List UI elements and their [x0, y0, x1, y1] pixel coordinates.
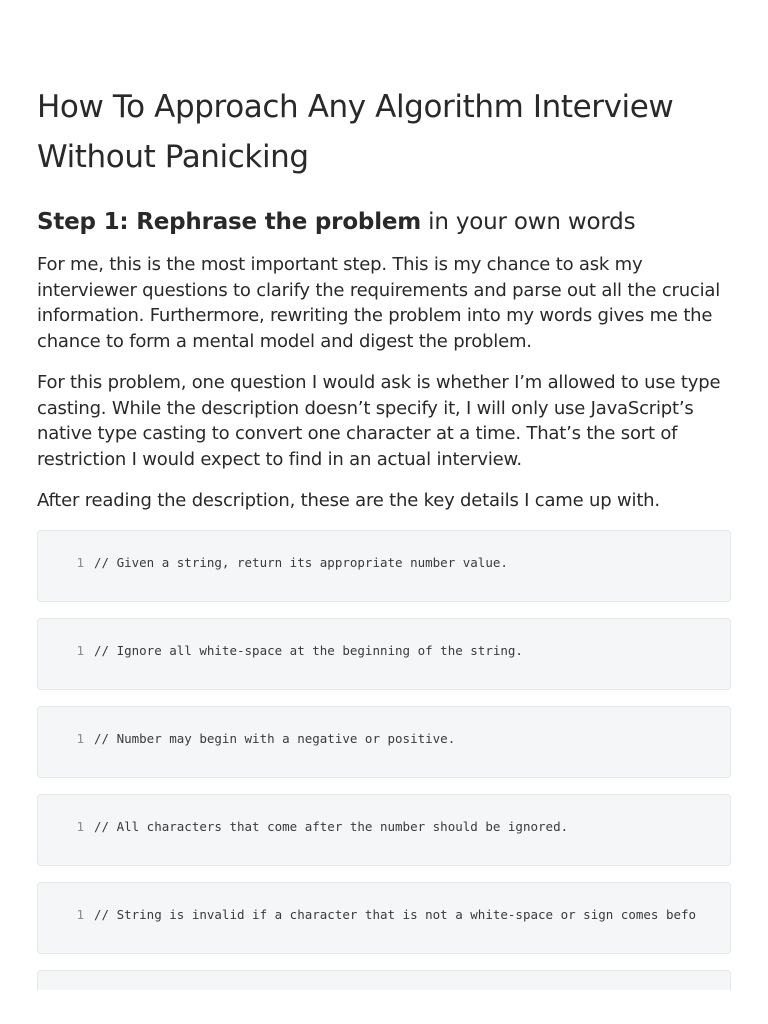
code-block[interactable]	[37, 618, 731, 690]
code-line	[38, 818, 731, 836]
line-number: 1	[76, 818, 84, 834]
paragraph-key-details: After reading the description, these are the key details I came up with.	[37, 490, 660, 511]
step-heading-strong: Step 1: Rephrase the problem	[37, 209, 422, 235]
paragraph-type-casting: For this problem, one question I would ask is whether I’m allowed to use type casting. While the description doesn’t specify it, I will only use JavaScript’s native type casting to convert one character at a time. That’s the sort of restriction I would expect to find in an actual interview.	[37, 372, 721, 470]
code-text: // Number may begin with a negative or positive.	[94, 730, 456, 746]
step-heading	[37, 206, 733, 238]
line-number: 1	[76, 906, 84, 922]
code-line	[38, 906, 731, 924]
code-text: // All characters that come after the number should be ignored.	[94, 818, 569, 834]
code-block[interactable]	[37, 706, 731, 778]
step-heading-rest: in your own words	[421, 209, 636, 235]
code-line	[38, 730, 731, 748]
code-block[interactable]	[37, 794, 731, 866]
code-text: // Given a string, return its appropriate number value.	[94, 554, 508, 570]
line-number: 1	[76, 642, 84, 658]
code-block[interactable]	[37, 882, 731, 954]
line-number: 1	[76, 730, 84, 746]
code-block[interactable]	[37, 530, 731, 602]
code-line	[38, 642, 731, 660]
code-line	[38, 554, 731, 572]
line-number: 1	[76, 554, 84, 570]
code-block-partial[interactable]	[37, 970, 731, 990]
paragraph-intro: For me, this is the most important step. This is my chance to ask my interviewer questions to clarify the requirements and parse out all the crucial information. Furthermore, rewriting the problem into my words gives me the chance to form a mental model and digest the problem.	[37, 254, 721, 352]
article-content	[37, 82, 733, 1006]
code-block-list	[37, 530, 733, 990]
code-text: // String is invalid if a character that is not a white-space or sign comes befo	[94, 906, 697, 922]
code-text: // Ignore all white-space at the beginning of the string.	[94, 642, 523, 658]
article-title: How To Approach Any Algorithm Interview Without Panicking	[37, 89, 674, 175]
